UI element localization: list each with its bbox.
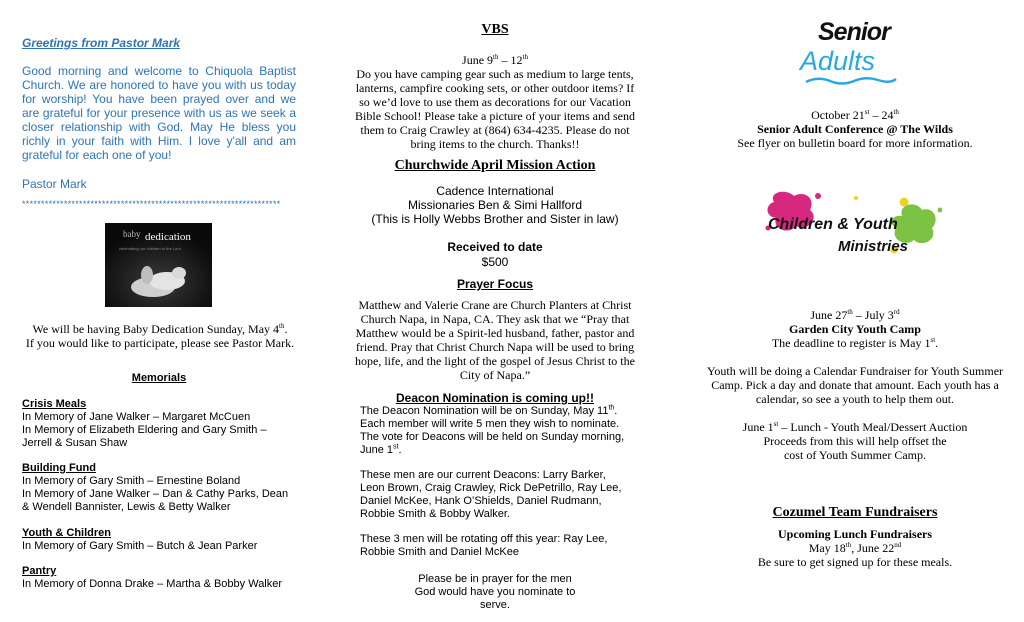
mission-line: Cadence International [436,184,554,198]
vbs-body: Do you have camping gear such as medium to large tents, lanterns, campfire cooking sets, or other outdoor items? If so we’d love to use them as decorations for our Vacation Bible School! Please take a picture of your items and send them to Craig Crawley at (864) 634-4235. Please do not bring items to the church. Thanks!! [355,67,635,151]
memorial-group-title: Pantry [22,565,57,577]
vbs-title: VBS [481,22,509,37]
baby-dedication-text-2: If you would like to participate, please see Pastor Mark. [25,336,295,350]
cozumel-title: Cozumel Team Fundraisers [772,505,938,520]
children-youth-logo [764,188,942,274]
deacon-paragraph-4: Please be in prayer for the men God would have you nominate to serve. [414,573,576,611]
wave-icon [804,74,898,86]
lunch-line-2: Proceeds from this will help offset the [763,434,947,448]
deacon-title: Deacon Nomination is coming up!! [395,391,594,405]
mission-line: (This is Holly Webbs Brother and Sister in law) [371,212,619,226]
senior-event: Senior Adult Conference @ The Wilds [757,122,953,136]
memorial-group [22,565,298,591]
cozumel-note: Be sure to get signed up for these meals. [757,555,953,569]
received-label: Received to date [447,240,543,254]
greeting-body: Good morning and welcome to Chiquola Baptist Church. We are honored to have you with us today for worship! You have been prayed over and we are grateful for your presence with us as we seek a closer relationship with God. May He bless you richly in your faith with Him. I love y'all and am grateful for each one of you! [22,64,296,162]
memorial-group-title: Building Fund [22,462,96,474]
prayer-title: Prayer Focus [456,277,534,291]
memorial-group-title: Crisis Meals [22,398,87,410]
mission-title: Churchwide April Mission Action [394,158,596,173]
greeting-title: Greetings from Pastor Mark [22,36,181,50]
memorial-line: Jerrell & Susan Shaw [22,437,128,449]
prayer-body: Matthew and Valerie Crane are Church Planters at Christ Church Napa, in Napa, CA. They ask that we “Pray that Matthew would be a Spirit-led husband, father, pastor and friend. Pray that Christ Church Napa will be used to bring hope, life, and the light of the gospel of Jesus Christ to the City of Napa.” [355,298,635,382]
baby-image-word2: dedication [145,231,191,243]
senior-note: See flyer on bulletin board for more information. [737,136,973,150]
mission-line: Missionaries Ben & Simi Hallford [407,198,583,212]
memorial-line: In Memory of Jane Walker – Dan & Cathy Parks, Dean [22,488,289,500]
baby-image-word1: baby [123,229,141,239]
memorial-line: In Memory of Elizabeth Eldering and Gary Smith – [22,424,267,436]
senior-adults-logo [798,18,900,90]
senior-logo-bottom: Adults [800,46,876,76]
deacon-paragraph-2: These men are our current Deacons: Larry Barker, Leon Brown, Craig Crawley, Rick DePetrillo, Ray Lee, Daniel McKee, Hank O’Shields, Daniel Rudmann, Robbie Smith & Bobby Walker. [360,469,622,520]
memorial-line: In Memory of Gary Smith – Butch & Jean Parker [22,540,258,552]
cozumel-dates: May 18th, June 22nd [808,541,902,555]
vbs-dates: June 9th – 12th [462,53,528,67]
memorial-group [22,527,298,553]
baby-dedication-image [105,223,212,307]
divider: ******************************************************************** [22,199,281,209]
camp-dates: June 27th – July 3rd [810,308,900,322]
baby-image-caption: celebrating our children to the Lord [119,246,181,251]
pastor-signature: Pastor Mark [22,177,87,191]
fundraiser-text: Youth will be doing a Calendar Fundraiser for Youth Summer Camp. Pick a day and donate that amount. Each youth has a calendar, so see a youth to help them out. [706,364,1004,406]
deacon-paragraph-3: These 3 men will be rotating off this year: Ray Lee, Robbie Smith and Daniel McKee [360,533,608,558]
cy-logo-line1: Children & Youth [768,216,898,233]
memorial-line: In Memory of Gary Smith – Ernestine Boland [22,475,241,487]
lunch-line-3: cost of Youth Summer Camp. [783,448,926,462]
senior-logo-top: Senior [818,18,890,46]
lunch-auction: June 1st – Lunch - Youth Meal/Dessert Auction [742,420,968,434]
memorials-title: Memorials [131,372,187,384]
memorial-group-title: Youth & Children [22,527,112,539]
memorial-line: In Memory of Donna Drake – Martha & Bobby Walker [22,578,283,590]
senior-dates: October 21st – 24th [811,108,899,122]
camp-name: Garden City Youth Camp [789,322,921,336]
memorial-line: & Wendell Bannister, Lewis & Betty Walker [22,501,231,513]
memorial-group [22,398,298,450]
baby-dedication-text-1: We will be having Baby Dedication Sunday, May 4th. [32,322,288,336]
memorial-line: In Memory of Jane Walker – Margaret McCuen [22,411,251,423]
cy-logo-line2: Ministries [838,238,909,255]
deacon-paragraph-1: The Deacon Nomination will be on Sunday, May 11th. Each member will write 5 men they wish to nominate. The vote for Deacons will be held on Sunday morning, June 1st. [360,404,625,456]
received-amount: $500 [481,255,509,269]
memorial-group [22,462,298,514]
cozumel-subtitle: Upcoming Lunch Fundraisers [777,527,933,541]
mission-info [355,184,635,226]
camp-deadline: The deadline to register is May 1st. [771,336,939,350]
